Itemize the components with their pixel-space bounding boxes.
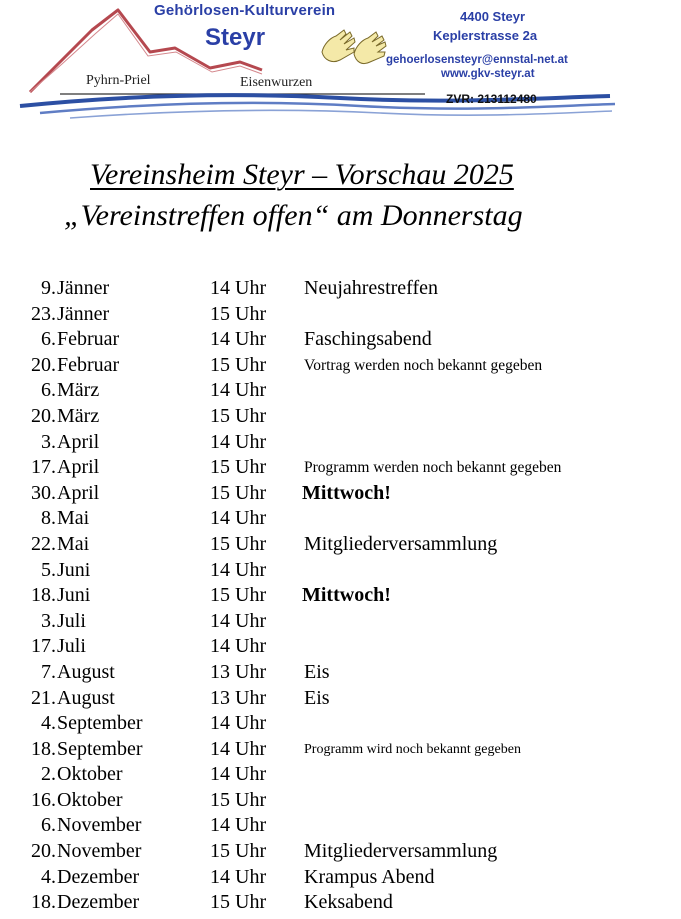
row-time: 14 Uhr <box>210 328 267 351</box>
org-city: Steyr <box>205 24 266 51</box>
row-time: 14 Uhr <box>210 558 267 581</box>
row-note: Eis <box>304 660 330 683</box>
schedule-row <box>0 839 681 865</box>
row-time: 14 Uhr <box>210 379 267 402</box>
page-subtitle: „Vereinstreffen offen“ am Donnerstag <box>64 199 523 232</box>
row-time: 13 Uhr <box>210 686 267 709</box>
row-month: November <box>57 840 142 863</box>
schedule-row <box>0 634 681 660</box>
row-note: Krampus Abend <box>304 865 435 888</box>
row-day: 18. <box>31 737 56 760</box>
schedule-row <box>0 558 681 584</box>
row-note: Keksabend <box>304 891 393 914</box>
row-time: 15 Uhr <box>210 788 267 811</box>
row-month: Jänner <box>57 302 110 325</box>
schedule-row <box>0 302 681 328</box>
row-time: 14 Uhr <box>210 635 267 658</box>
schedule-row <box>0 788 681 814</box>
schedule-list <box>0 276 681 916</box>
row-note: Eis <box>304 686 330 709</box>
org-name: Gehörlosen-Kulturverein <box>154 2 336 19</box>
schedule-row <box>0 583 681 609</box>
schedule-row <box>0 481 681 507</box>
row-month: März <box>57 404 100 427</box>
row-month: Juni <box>57 584 91 607</box>
row-month: Mai <box>57 507 90 530</box>
row-month: Juli <box>57 635 86 658</box>
row-month: Dezember <box>57 865 140 888</box>
row-day: 30. <box>31 481 56 504</box>
address-zip: 4400 Steyr <box>460 9 526 24</box>
row-day: 4. <box>41 712 56 735</box>
row-time: 15 Uhr <box>210 456 267 479</box>
row-day: 6. <box>41 328 56 351</box>
row-day: 18. <box>31 584 56 607</box>
row-month: Oktober <box>57 788 123 811</box>
row-time: 15 Uhr <box>210 404 267 427</box>
row-note: Vortrag werden noch bekannt gegeben <box>304 356 543 374</box>
row-time: 13 Uhr <box>210 660 267 683</box>
row-month: April <box>57 456 100 479</box>
row-day: 17. <box>31 635 56 658</box>
row-day: 7. <box>41 660 56 683</box>
row-month: April <box>57 430 100 453</box>
row-day: 17. <box>31 456 56 479</box>
row-month: November <box>57 814 142 837</box>
row-day: 22. <box>31 532 56 555</box>
row-day: 5. <box>41 558 56 581</box>
schedule-row <box>0 378 681 404</box>
schedule-row <box>0 660 681 686</box>
row-note: Programm wird noch bekannt gegeben <box>304 741 521 757</box>
row-month: September <box>57 712 143 735</box>
row-time: 14 Uhr <box>210 430 267 453</box>
row-day: 8. <box>41 507 56 530</box>
schedule-row <box>0 404 681 430</box>
row-day: 20. <box>31 840 56 863</box>
schedule-row <box>0 865 681 891</box>
schedule-row <box>0 737 681 763</box>
row-month: September <box>57 737 143 760</box>
row-day: 20. <box>31 404 56 427</box>
row-day: 23. <box>31 302 56 325</box>
row-time: 15 Uhr <box>210 891 267 914</box>
row-time: 14 Uhr <box>210 737 267 760</box>
row-time: 14 Uhr <box>210 814 267 837</box>
row-day: 20. <box>31 353 56 376</box>
row-month: Februar <box>57 353 120 376</box>
row-note: Mittwoch! <box>302 481 391 504</box>
row-month: August <box>57 660 115 683</box>
row-month: Dezember <box>57 891 140 914</box>
region-left-label: Pyhrn-Priel <box>86 73 151 88</box>
row-note: Mittwoch! <box>302 584 391 607</box>
row-time: 14 Uhr <box>210 609 267 632</box>
row-time: 14 Uhr <box>210 865 267 888</box>
row-time: 15 Uhr <box>210 584 267 607</box>
row-time: 14 Uhr <box>210 277 267 299</box>
website-link[interactable]: www.gkv-steyr.at <box>441 68 535 80</box>
row-month: Jänner <box>57 277 110 299</box>
row-note: Neujahrestreffen <box>304 277 439 299</box>
row-time: 15 Uhr <box>210 302 267 325</box>
schedule-row <box>0 506 681 532</box>
row-month: April <box>57 481 100 504</box>
row-day: 18. <box>31 891 56 914</box>
row-day: 6. <box>41 814 56 837</box>
row-day: 6. <box>41 379 56 402</box>
schedule-row <box>0 276 681 302</box>
email-link[interactable]: gehoerlosensteyr@ennstal-net.at <box>386 54 568 66</box>
row-month: August <box>57 686 115 709</box>
schedule-row <box>0 609 681 635</box>
row-time: 15 Uhr <box>210 353 267 376</box>
row-day: 21. <box>31 686 56 709</box>
schedule-row <box>0 813 681 839</box>
row-time: 15 Uhr <box>210 840 267 863</box>
row-day: 9. <box>41 277 56 299</box>
row-day: 2. <box>41 763 56 786</box>
row-month: Mai <box>57 532 90 555</box>
row-month: Februar <box>57 328 120 351</box>
row-day: 16. <box>31 788 56 811</box>
row-note: Faschingsabend <box>304 328 432 351</box>
row-time: 15 Uhr <box>210 532 267 555</box>
row-time: 14 Uhr <box>210 507 267 530</box>
schedule-row <box>0 430 681 456</box>
schedule-row <box>0 327 681 353</box>
schedule-row <box>0 353 681 379</box>
row-time: 14 Uhr <box>210 763 267 786</box>
signing-hands-icon <box>318 26 388 68</box>
schedule-row <box>0 890 681 916</box>
row-note: Mitgliederversammlung <box>304 840 498 863</box>
row-day: 3. <box>41 609 56 632</box>
address-street: Keplerstrasse 2a <box>433 28 538 43</box>
schedule-row <box>0 711 681 737</box>
row-month: Oktober <box>57 763 123 786</box>
row-note: Programm werden noch bekannt gegeben <box>304 459 562 477</box>
schedule-row <box>0 455 681 481</box>
schedule-row <box>0 686 681 712</box>
row-month: Juli <box>57 609 86 632</box>
schedule-row <box>0 532 681 558</box>
row-time: 15 Uhr <box>210 481 267 504</box>
letterhead <box>0 0 681 130</box>
page-title: Vereinsheim Steyr – Vorschau 2025 <box>90 158 514 191</box>
row-month: März <box>57 379 100 402</box>
row-time: 14 Uhr <box>210 712 267 735</box>
row-month: Juni <box>57 558 91 581</box>
row-day: 3. <box>41 430 56 453</box>
row-day: 4. <box>41 865 56 888</box>
region-right-label: Eisenwurzen <box>240 75 313 90</box>
row-note: Mitgliederversammlung <box>304 532 498 555</box>
schedule-row <box>0 762 681 788</box>
zvr-number: ZVR: 213112480 <box>446 92 537 106</box>
